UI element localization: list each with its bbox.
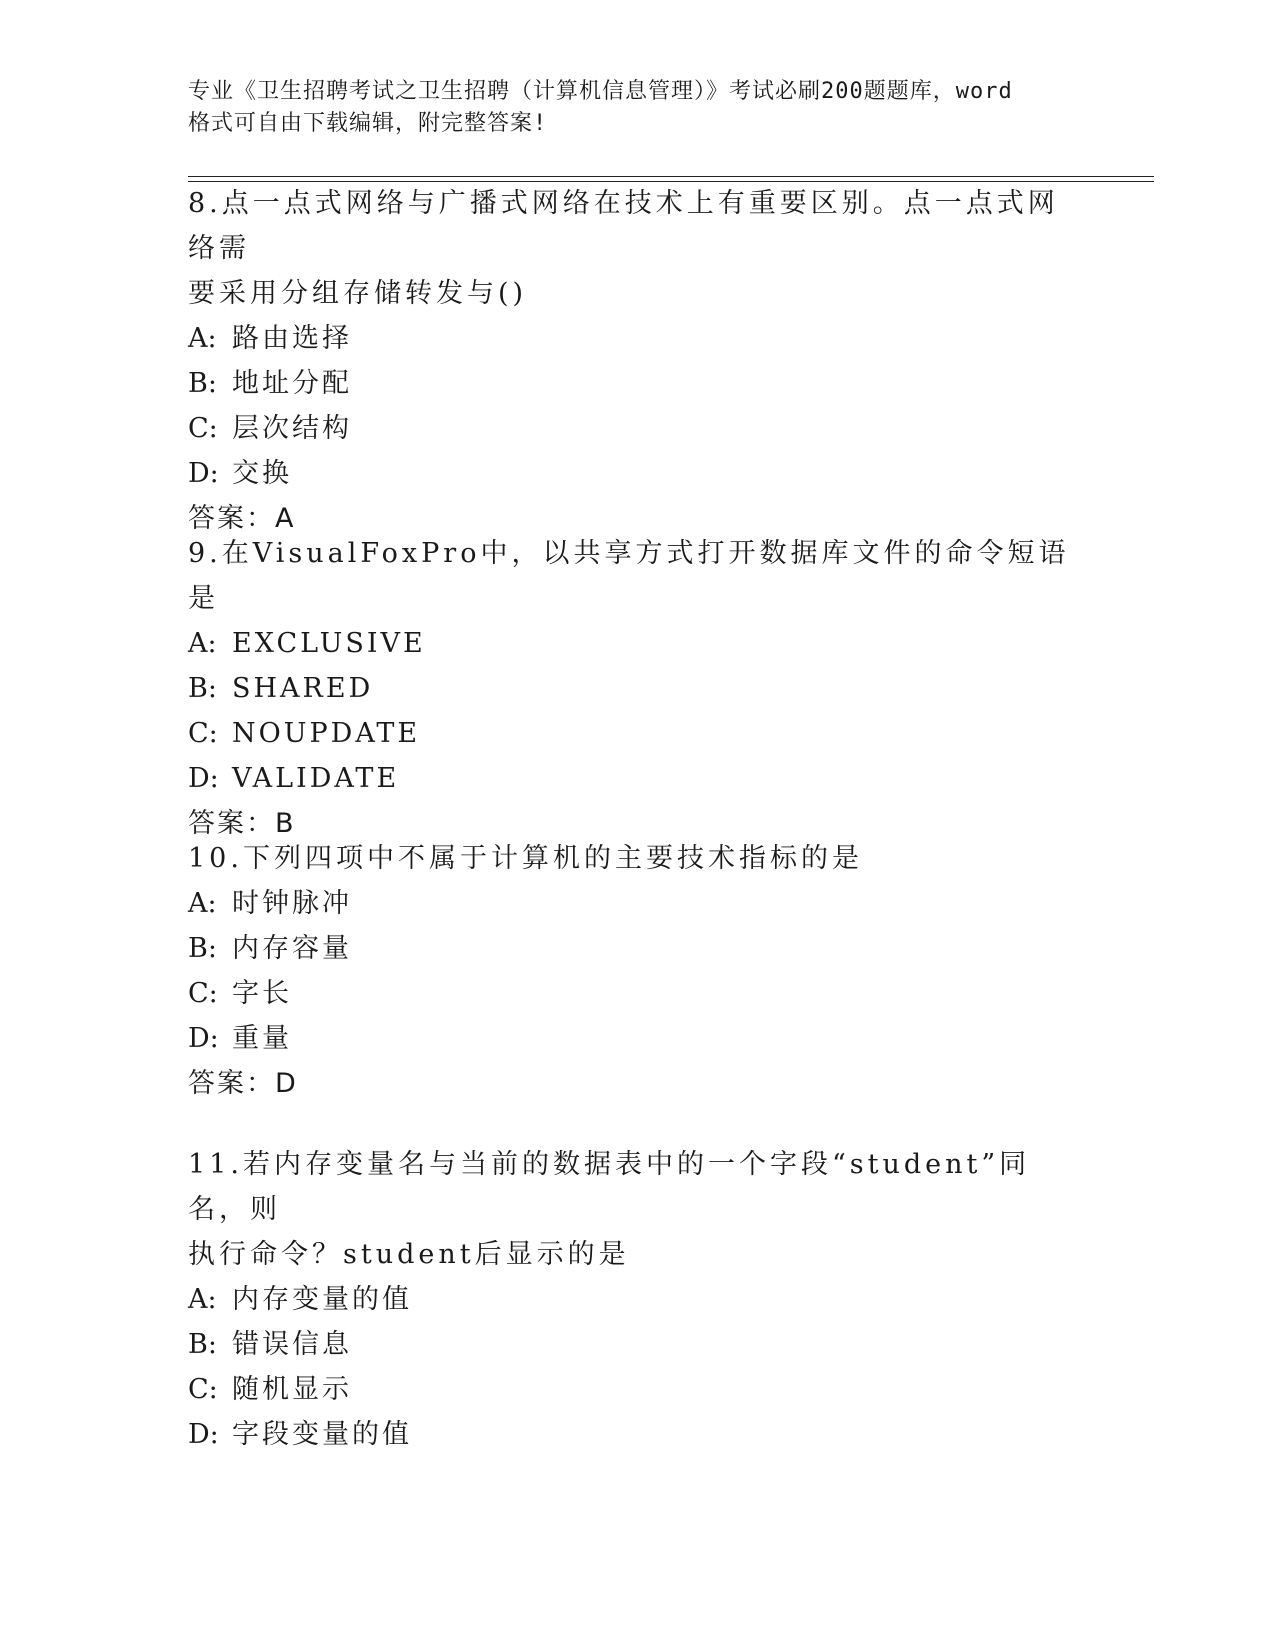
question-11 [188, 1142, 1088, 1457]
option-text: 地址分配 [232, 368, 352, 399]
option-text: 字段变量的值 [232, 1419, 412, 1450]
option-label: D: [188, 1419, 219, 1450]
option-label: D: [188, 458, 219, 489]
question-stem [188, 836, 1088, 881]
option-c [188, 971, 1088, 1016]
question-9 [188, 531, 1088, 846]
option-label: A: [188, 323, 217, 354]
option-label: A: [188, 888, 217, 919]
option-d [188, 451, 1088, 496]
option-d [188, 1412, 1088, 1457]
option-label: C: [188, 1374, 218, 1405]
option-text: 错误信息 [232, 1329, 352, 1360]
document-header [188, 76, 1088, 140]
question-10 [188, 836, 1088, 1106]
question-stem-line: 10.下列四项中不属于计算机的主要技术指标的是 [188, 843, 863, 874]
option-b [188, 666, 1088, 711]
option-text: 层次结构 [232, 413, 352, 444]
option-d [188, 756, 1088, 801]
option-c [188, 406, 1088, 451]
option-text: 时钟脉冲 [232, 888, 352, 919]
option-text: 内存容量 [232, 933, 352, 964]
option-label: C: [188, 718, 218, 749]
option-label: B: [188, 1329, 217, 1360]
option-text: 字长 [232, 978, 292, 1009]
question-stem-line: 11.若内存变量名与当前的数据表中的一个字段“student”同名，则 [188, 1149, 1031, 1225]
question-stem-line: 8.点一点式网络与广播式网络在技术上有重要区别。点一点式网络需 [188, 188, 1059, 264]
option-text: NOUPDATE [232, 718, 421, 749]
option-label: B: [188, 933, 217, 964]
question-stem [188, 181, 1088, 316]
option-a [188, 316, 1088, 361]
option-a [188, 621, 1088, 666]
option-text: EXCLUSIVE [232, 628, 426, 659]
header-line-1: 专业《卫生招聘考试之卫生招聘（计算机信息管理）》考试必刷200题题库，word [188, 79, 1013, 104]
option-a [188, 1277, 1088, 1322]
option-c [188, 711, 1088, 756]
option-label: D: [188, 1023, 219, 1054]
option-text: 交换 [232, 458, 292, 489]
option-a [188, 881, 1088, 926]
option-b [188, 1322, 1088, 1367]
option-c [188, 1367, 1088, 1412]
answer-line: 答案：B [188, 808, 296, 839]
option-text: 随机显示 [232, 1374, 352, 1405]
question-stem [188, 1142, 1088, 1277]
question-stem [188, 531, 1088, 621]
option-label: B: [188, 368, 217, 399]
option-label: D: [188, 763, 219, 794]
option-b [188, 926, 1088, 971]
option-text: 内存变量的值 [232, 1284, 412, 1315]
option-text: 重量 [232, 1023, 292, 1054]
option-d [188, 1016, 1088, 1061]
header-line-2: 格式可自由下载编辑，附完整答案! [188, 111, 548, 136]
question-stem-line: 要采用分组存储转发与() [188, 278, 528, 309]
answer-line: 答案：D [188, 1068, 298, 1099]
option-text: VALIDATE [232, 763, 400, 794]
header-divider-top [188, 176, 1154, 177]
option-label: B: [188, 673, 217, 704]
option-text: SHARED [232, 673, 374, 704]
question-stem-line: 9.在VisualFoxPro中，以共享方式打开数据库文件的命令短语是 [188, 538, 1070, 614]
option-label: C: [188, 978, 218, 1009]
option-label: A: [188, 1284, 217, 1315]
question-stem-line: 执行命令？student后显示的是 [188, 1239, 630, 1270]
answer-line: 答案：A [188, 503, 296, 534]
option-label: A: [188, 628, 217, 659]
option-text: 路由选择 [232, 323, 352, 354]
question-8 [188, 181, 1088, 541]
option-label: C: [188, 413, 218, 444]
option-b [188, 361, 1088, 406]
